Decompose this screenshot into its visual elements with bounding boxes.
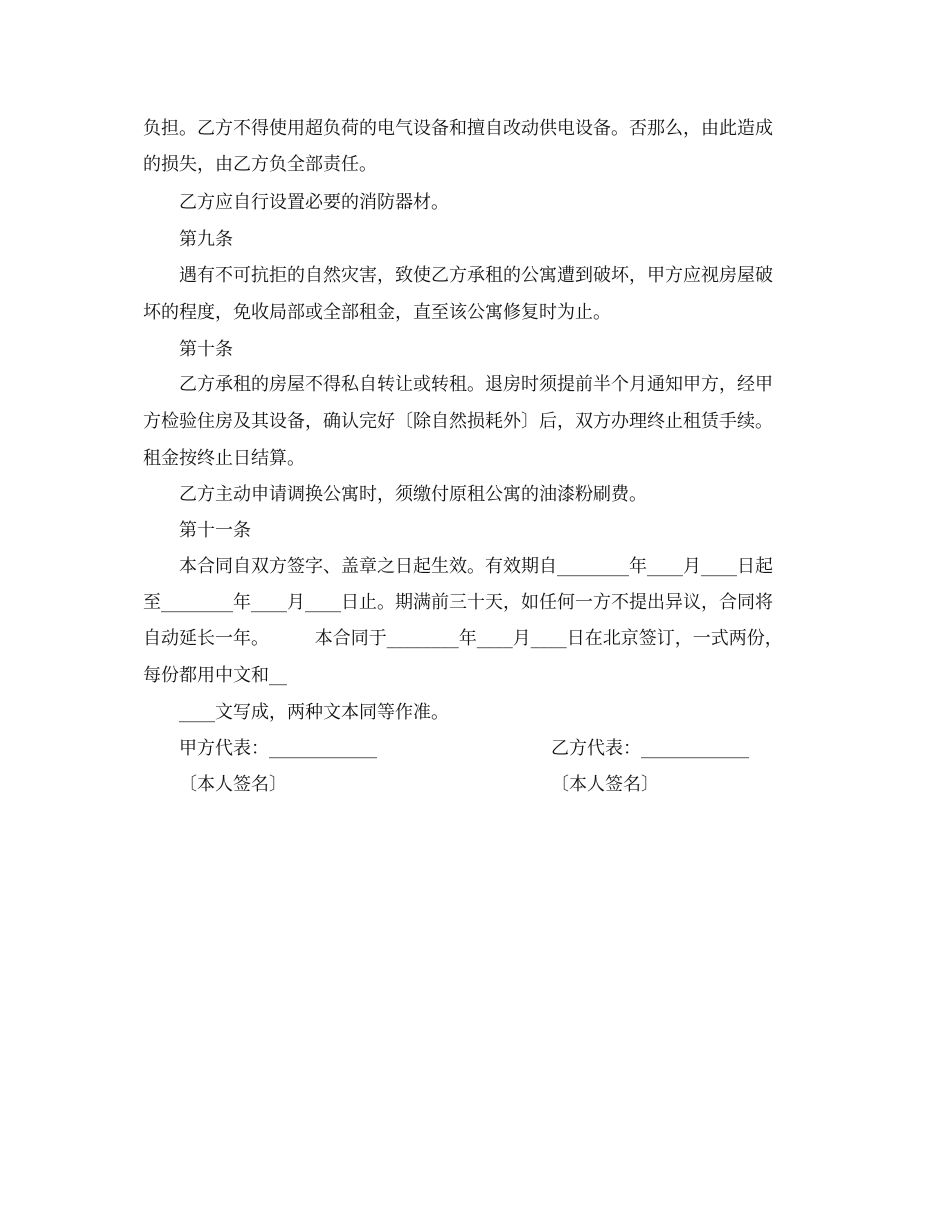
paragraph-line: 方检验住房及其设备，确认完好〔除自然损耗外〕后，双方办理终止租赁手续。 [143, 411, 773, 432]
party-b-signature-label: 乙方代表：____________ [551, 738, 749, 759]
paragraph-line: 负担。乙方不得使用超负荷的电气设备和擅自改动供电设备。否那么，由此造成 [143, 118, 773, 139]
paragraph-line: 遇有不可抗拒的自然灾害，致使乙方承租的公寓遭到破坏，甲方应视房屋破 [179, 265, 773, 286]
party-a-signature-note: 〔本人签名〕 [179, 774, 287, 795]
paragraph-line: 本合同自双方签字、盖章之日起生效。有效期自________年____月____日起 [179, 556, 773, 577]
paragraph-line: 租金按终止日结算。 [143, 448, 305, 469]
section-heading: 第九条 [179, 229, 233, 250]
paragraph-line: 自动延长一年。 本合同于________年____月____日在北京签订，一式两份， [143, 628, 783, 649]
party-b-signature-note: 〔本人签名〕 [551, 774, 659, 795]
paragraph-line: 的损失，由乙方负全部责任。 [143, 154, 377, 175]
paragraph-line: 每份都用中文和__ [143, 665, 287, 686]
party-a-signature-label: 甲方代表：____________ [179, 738, 377, 759]
section-heading: 第十一条 [179, 520, 251, 541]
paragraph-line: 乙方主动申请调换公寓时，须缴付原租公寓的油漆粉刷费。 [179, 484, 647, 505]
paragraph-line: 乙方承租的房屋不得私自转让或转租。退房时须提前半个月通知甲方，经甲 [179, 374, 773, 395]
paragraph-line: ____文写成，两种文本同等作准。 [179, 702, 449, 723]
section-heading: 第十条 [179, 339, 233, 360]
paragraph-line: 坏的程度，免收局部或全部租金，直至该公寓修复时为止。 [143, 302, 611, 323]
paragraph-line: 至________年____月____日止。期满前三十天，如任何一方不提出异议，合同将 [143, 592, 773, 613]
paragraph-line: 乙方应自行设置必要的消防器材。 [179, 192, 449, 213]
